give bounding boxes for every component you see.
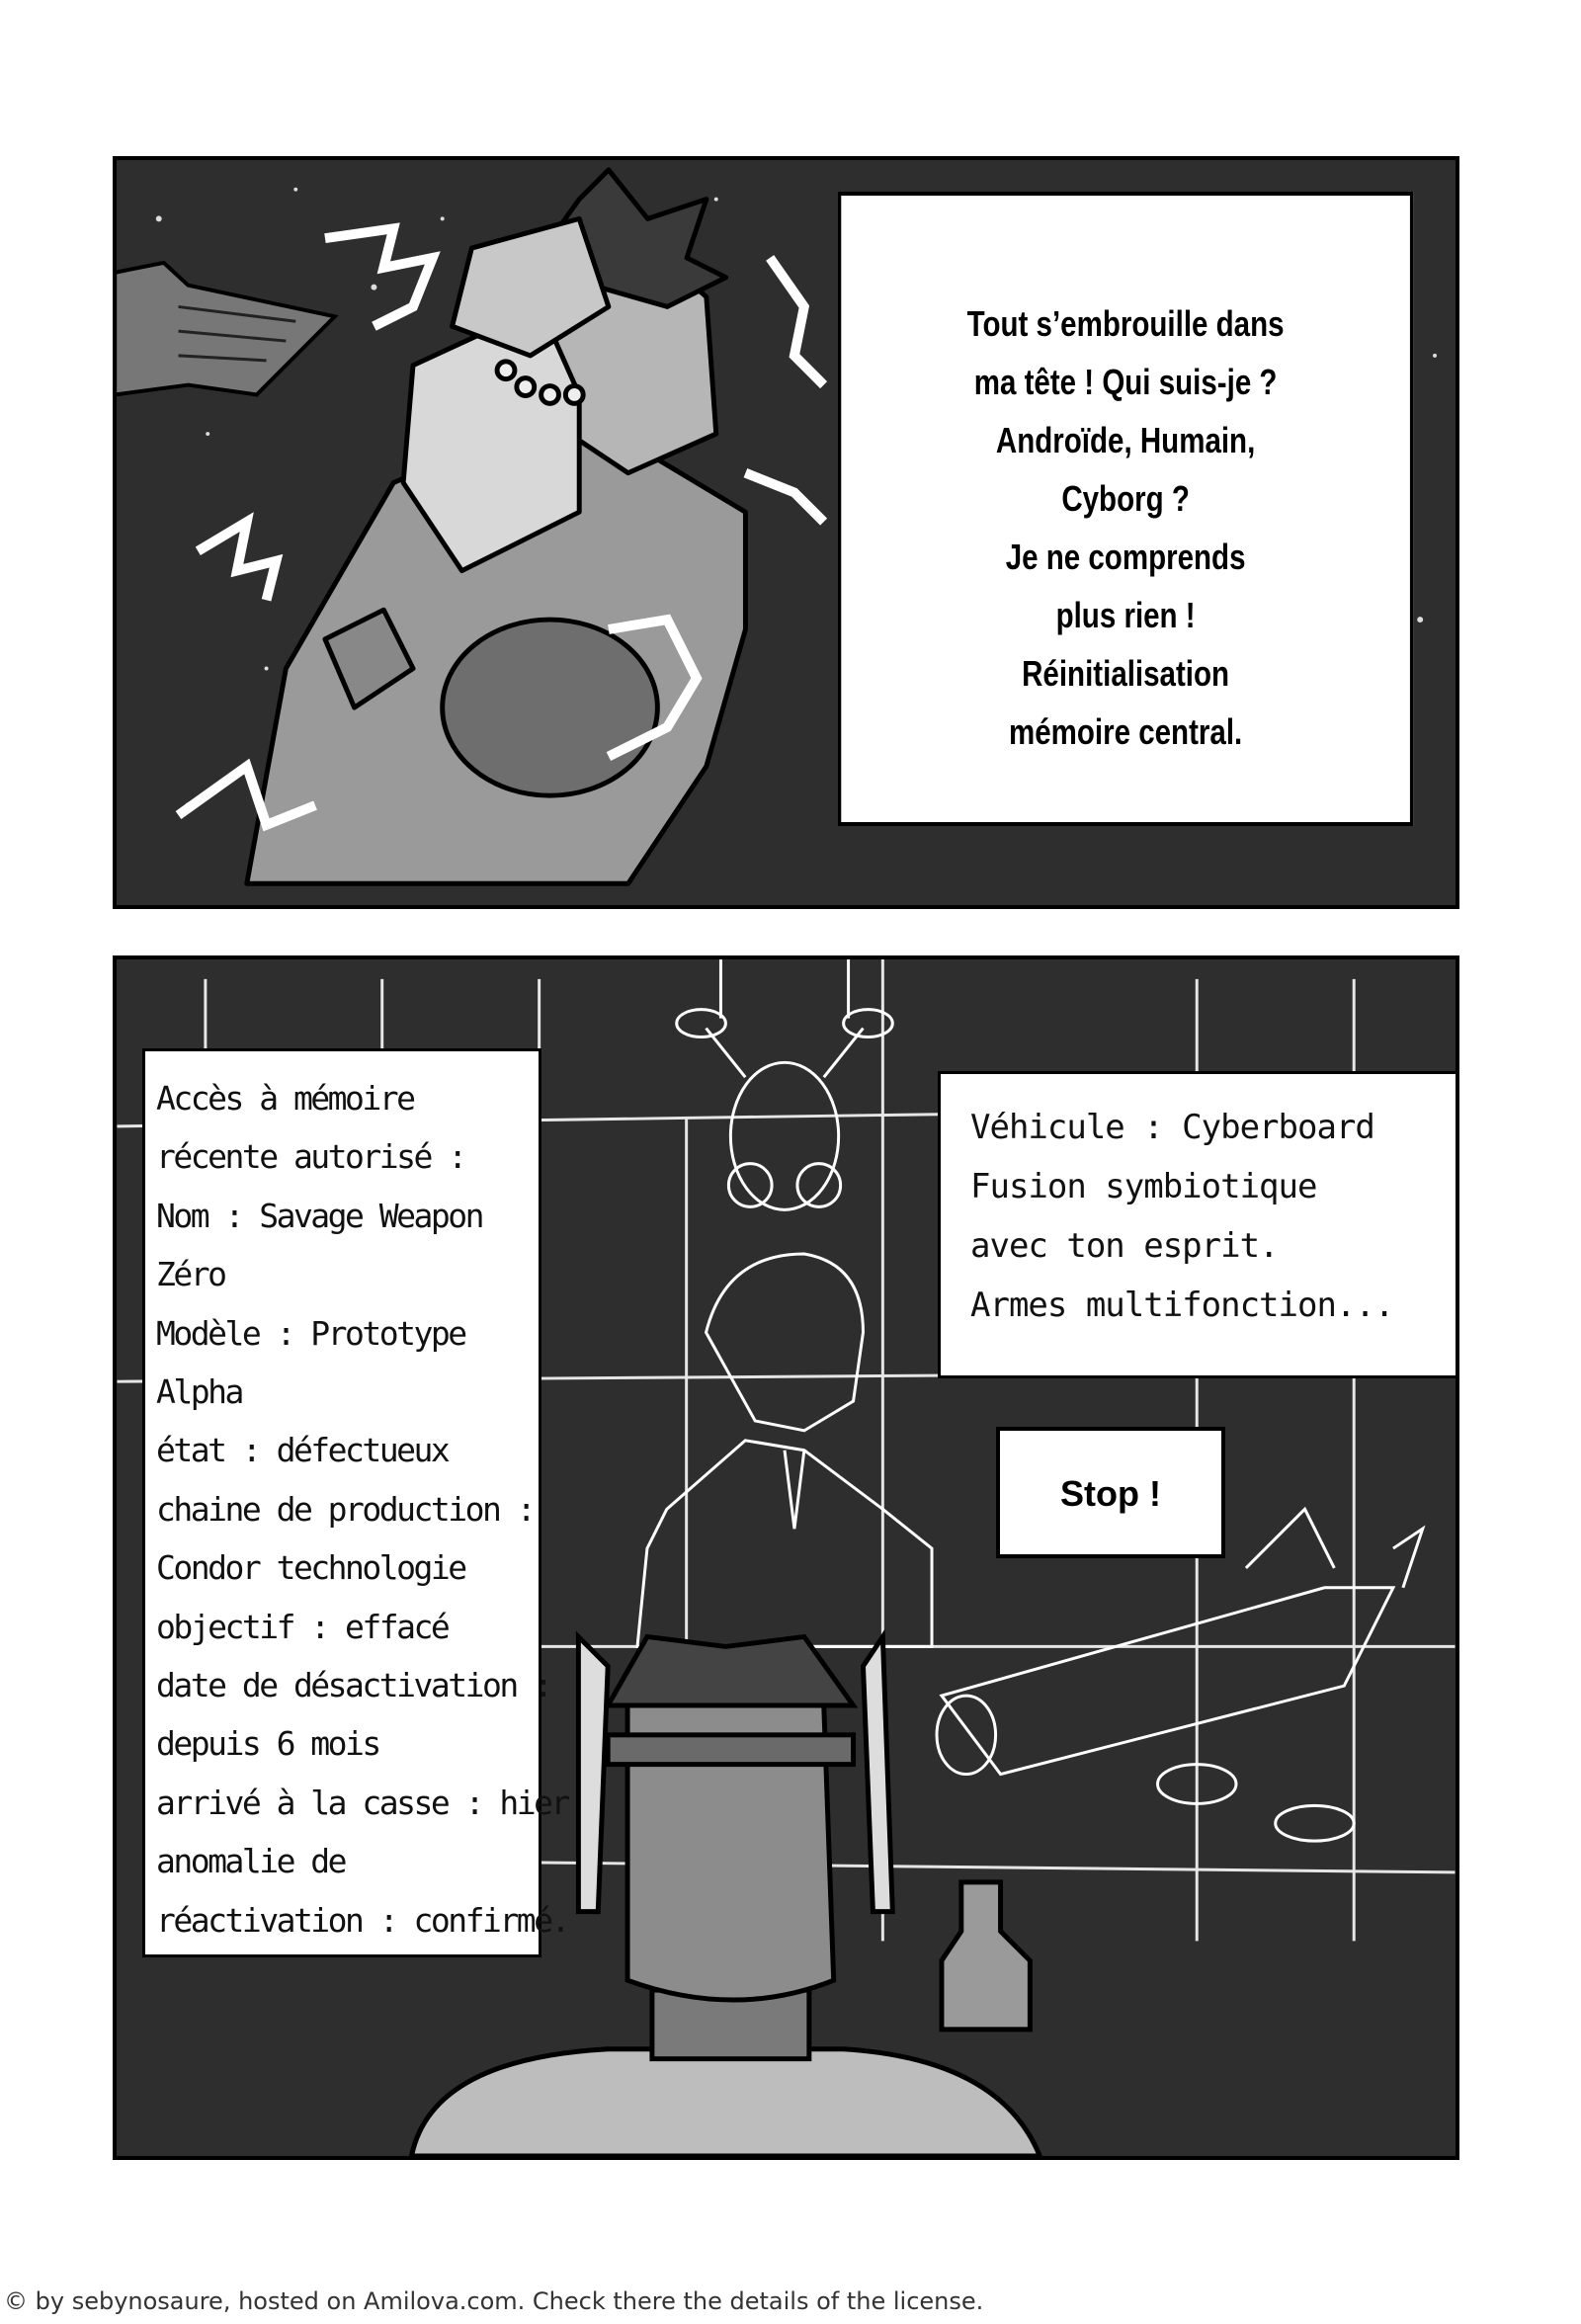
speech-bubble-identity-crisis xyxy=(838,192,1413,826)
hologram-cyberboard-ship xyxy=(937,1509,1423,1841)
screen-line: Accès à mémoire xyxy=(156,1079,414,1118)
distant-ship xyxy=(117,263,335,395)
speech-line: mémoire central. xyxy=(1008,711,1243,752)
screen-line: Modèle : Prototype xyxy=(156,1313,465,1353)
screen-line: Zéro xyxy=(156,1255,225,1294)
comic-panel-top xyxy=(113,156,1459,909)
speech-line: Réinitialisation xyxy=(1022,653,1230,694)
screen-line: Fusion symbiotique xyxy=(970,1167,1317,1206)
screen-line: objectif : effacé xyxy=(156,1607,449,1646)
stop-text: Stop ! xyxy=(1060,1473,1161,1514)
screen-line: Alpha xyxy=(156,1372,242,1412)
license-credit: © by sebynosaure, hosted on Amilova.com. Check there the details of the license. xyxy=(4,2287,984,2315)
screen-line: état : défectueux xyxy=(156,1431,449,1470)
speech-line: Androïde, Humain, xyxy=(995,420,1256,460)
screen-line: récente autorisé : xyxy=(156,1137,465,1177)
memory-access-screen xyxy=(142,1048,568,1957)
hologram-robot-schematic xyxy=(677,959,893,1209)
comic-panel-bottom xyxy=(113,955,1459,2160)
speech-line: ma tête ! Qui suis-je ? xyxy=(973,362,1278,402)
screen-line: Armes multifonction... xyxy=(970,1286,1394,1325)
hologram-man-bust xyxy=(637,1254,932,1646)
speech-line: plus rien ! xyxy=(1055,595,1196,635)
screen-line: Véhicule : Cyberboard xyxy=(970,1108,1374,1147)
screen-line: avec ton esprit. xyxy=(970,1226,1279,1266)
speech-bubble-stop xyxy=(996,1427,1225,1558)
vehicle-info-screen xyxy=(938,1071,1459,1378)
screen-line: anomalie de xyxy=(156,1842,346,1881)
speech-line: Cyborg ? xyxy=(1061,478,1190,519)
screen-line: depuis 6 mois xyxy=(156,1724,379,1764)
screen-line: réactivation : confirmé. xyxy=(156,1900,568,1940)
screen-line: chaine de production : xyxy=(156,1489,535,1529)
screen-line: Condor technologie xyxy=(156,1548,465,1588)
screen-line: Nom : Savage Weapon xyxy=(156,1196,482,1235)
screen-line: arrivé à la casse : hier xyxy=(156,1783,568,1822)
speech-line: Je ne comprends xyxy=(1005,537,1246,577)
speech-line: Tout s’embrouille dans xyxy=(966,303,1285,344)
screen-line: date de désactivation : xyxy=(156,1666,551,1705)
android-figure xyxy=(247,170,746,883)
